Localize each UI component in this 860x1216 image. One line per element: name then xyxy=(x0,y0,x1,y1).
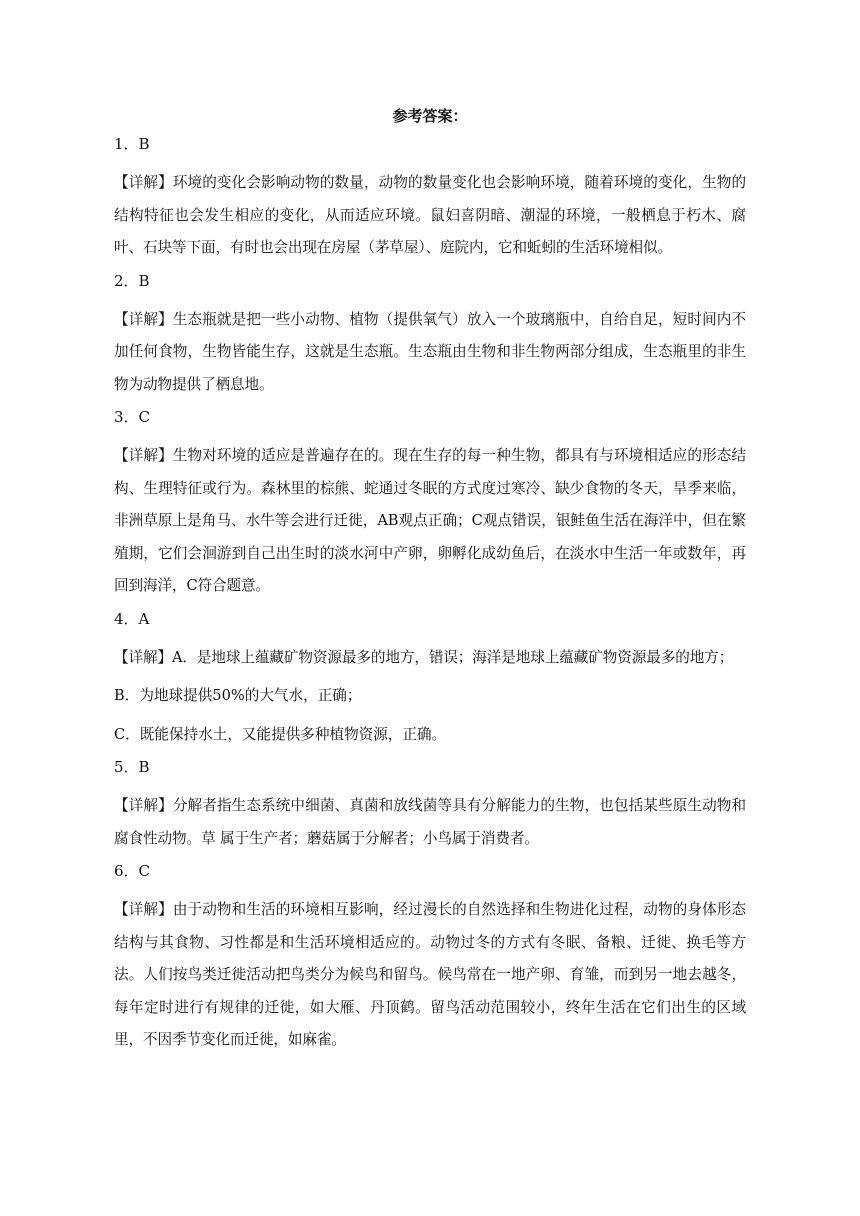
answer-number: 2．B xyxy=(114,271,150,290)
answer-number: 3．C xyxy=(114,408,151,426)
answer-item-4 xyxy=(114,609,746,752)
explanation-label: 【详解】 xyxy=(114,648,172,666)
explanation xyxy=(114,167,746,265)
answer-list xyxy=(114,134,746,1063)
answer-item-6 xyxy=(114,861,746,1057)
answer-item-2 xyxy=(114,271,746,402)
explanation-label: 【详解】 xyxy=(114,901,173,918)
explanation-text: 生物对环境的适应是普遍存在的。现在生存的每一种生物，都具有与环境相适应的形态结构、生理特征或行为。森林里的棕熊、蛇通过冬眠的方式度过寒冷、缺少食物的冬天，旱季来临，非洲草原上是角马、水牛等会进行迁徙，AB观点正确；C观点错误，银鲑鱼生活在海洋中，但在繁殖期，它们会洄游到自己出生时的淡水河中产卵，卵孵化成幼鱼后，在淡水中生活一年或数年，再回到海洋，C符合题意。 xyxy=(114,447,746,594)
explanation xyxy=(114,790,746,855)
explanation-text: 分解者指生态系统中细菌、真菌和放线菌等具有分解能力的生物，也包括某些原生动物和腐食性动物。草 属于生产者；蘑菇属于分解者；小鸟属于消费者。 xyxy=(114,797,746,847)
answer-number: 4．A xyxy=(114,609,150,628)
explanation-label: 【详解】 xyxy=(114,797,173,814)
explanation-label: 【详解】 xyxy=(114,310,173,328)
explanation-label: 【详解】 xyxy=(114,174,173,191)
explanation-text: 环境的变化会影响动物的数量，动物的数量变化也会影响环境，随着环境的变化，生物的结构特征也会发生相应的变化，从而适应环境。鼠妇喜阴暗、潮湿的环境，一般栖息于朽木、腐叶、石块等下面，有时也会出现在房屋（茅草屋）、庭院内，它和蚯蚓的生活环境相似。 xyxy=(114,174,746,256)
answer-item-1 xyxy=(114,134,746,265)
explanation xyxy=(114,894,746,1057)
answer-number: 1．B xyxy=(114,135,150,153)
answer-item-3 xyxy=(114,407,746,603)
answer-number: 6．C xyxy=(114,862,151,880)
explanation xyxy=(114,304,746,402)
explanation-option-c: C．既能保持水土，又能提供多种植物资源，正确。 xyxy=(114,725,447,743)
explanation xyxy=(114,642,746,675)
explanation xyxy=(114,440,746,603)
answer-number: 5．B xyxy=(114,758,150,776)
explanation-text: 由于动物和生活的环境相互影响，经过漫长的自然选择和生物进化过程，动物的身体形态结构与其食物、习性都是和生活环境相适应的。动物过冬的方式有冬眠、备粮、迁徙、换毛等方法。人们按鸟类迁徙活动把鸟类分为候鸟和留鸟。候鸟常在一地产卵、育雏，而到另一地去越冬，每年定时进行有规律的迁徙，如大雁、丹顶鹤。留鸟活动范围较小，终年生活在它们出生的区域里，不因季节变化而迁徙，如麻雀。 xyxy=(114,901,746,1048)
page-title: 参考答案： xyxy=(392,107,468,125)
answer-item-5 xyxy=(114,757,746,855)
explanation-text: 生态瓶就是把一些小动物、植物（提供氧气）放入一个玻璃瓶中，自给自足，短时间内不加任何食物，生物皆能生存，这就是生态瓶。生态瓶由生物和非生物两部分组成，生态瓶里的非生物为动物提供了栖息地。 xyxy=(114,310,746,393)
explanation-label: 【详解】 xyxy=(114,447,173,464)
explanation-option-b: B．为地球提供50%的大气水，正确； xyxy=(114,687,362,704)
explanation-text: A．是地球上蕴藏矿物资源最多的地方，错误；海洋是地球上蕴藏矿物资源最多的地方； xyxy=(171,648,734,666)
